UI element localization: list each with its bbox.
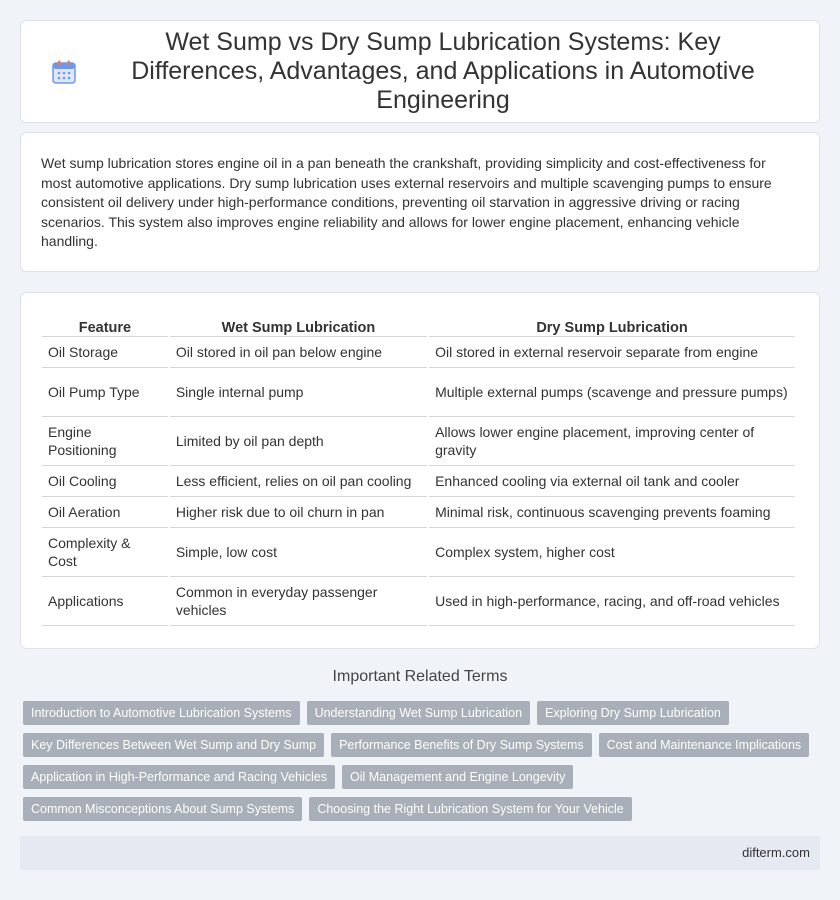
comparison-table-card [20, 292, 820, 649]
dry-sump-cell: Oil stored in external reservoir separate from engine [429, 337, 795, 368]
feature-cell: Oil Storage [42, 337, 168, 368]
calendar-icon [51, 59, 77, 85]
related-term-tag[interactable]: Exploring Dry Sump Lubrication [537, 701, 729, 725]
related-term-tag[interactable]: Performance Benefits of Dry Sump Systems [331, 733, 592, 757]
related-term-tag[interactable]: Oil Management and Engine Longevity [342, 765, 573, 789]
intro-card [20, 132, 820, 272]
wet-sump-cell: Single internal pump [170, 368, 427, 417]
table-row [42, 417, 795, 466]
related-term-tag[interactable]: Key Differences Between Wet Sump and Dry Sump [23, 733, 324, 757]
feature-cell: Engine Positioning [42, 417, 168, 466]
dry-sump-cell: Complex system, higher cost [429, 528, 795, 577]
page-title: Wet Sump vs Dry Sump Lubrication Systems: Key Differences, Advantages, and Applications in Automotive Engineering [131, 28, 755, 114]
related-term-tag[interactable]: Application in High-Performance and Racing Vehicles [23, 765, 335, 789]
footer-site-link[interactable]: difterm.com [742, 845, 810, 860]
table-row [42, 497, 795, 528]
dry-sump-cell: Minimal risk, continuous scavenging prevents foaming [429, 497, 795, 528]
header-feature: Feature [42, 313, 168, 337]
table-row [42, 528, 795, 577]
table-header-row [42, 313, 795, 337]
table-row [42, 466, 795, 497]
header-card [20, 20, 820, 123]
dry-sump-cell: Used in high-performance, racing, and off-road vehicles [429, 577, 795, 626]
wet-sump-cell: Simple, low cost [170, 528, 427, 577]
dry-sump-cell: Multiple external pumps (scavenge and pressure pumps) [429, 368, 795, 417]
feature-cell: Oil Pump Type [42, 368, 168, 417]
dry-sump-cell: Allows lower engine placement, improving center of gravity [429, 417, 795, 466]
wet-sump-cell: Common in everyday passenger vehicles [170, 577, 427, 626]
related-terms-list [23, 701, 813, 821]
feature-cell: Oil Cooling [42, 466, 168, 497]
related-term-tag[interactable]: Cost and Maintenance Implications [599, 733, 810, 757]
related-term-tag[interactable]: Introduction to Automotive Lubrication Systems [23, 701, 300, 725]
wet-sump-cell: Higher risk due to oil churn in pan [170, 497, 427, 528]
wet-sump-cell: Oil stored in oil pan below engine [170, 337, 427, 368]
table-row [42, 577, 795, 626]
related-terms-heading: Important Related Terms [332, 668, 508, 685]
related-term-tag[interactable]: Choosing the Right Lubrication System for Your Vehicle [309, 797, 631, 821]
feature-cell: Complexity & Cost [42, 528, 168, 577]
footer [20, 836, 820, 870]
intro-paragraph: Wet sump lubrication stores engine oil in a pan beneath the crankshaft, providing simplicity and cost-effectiveness for most automotive applications. Dry sump lubrication uses external reservoirs and multiple scavenging pumps to ensure consistent oil delivery under high-performance conditions, preventing oil starvation in aggressive driving or racing scenarios. This system also improves engine reliability and allows for lower engine placement, enhancing vehicle handling. [41, 155, 772, 249]
related-term-tag[interactable]: Common Misconceptions About Sump Systems [23, 797, 302, 821]
wet-sump-cell: Limited by oil pan depth [170, 417, 427, 466]
table-row [42, 368, 795, 417]
comparison-table [40, 313, 797, 626]
table-row [42, 337, 795, 368]
header-dry-sump: Dry Sump Lubrication [429, 313, 795, 337]
wet-sump-cell: Less efficient, relies on oil pan cooling [170, 466, 427, 497]
feature-cell: Oil Aeration [42, 497, 168, 528]
header-wet-sump: Wet Sump Lubrication [170, 313, 427, 337]
related-term-tag[interactable]: Understanding Wet Sump Lubrication [307, 701, 531, 725]
dry-sump-cell: Enhanced cooling via external oil tank and cooler [429, 466, 795, 497]
feature-cell: Applications [42, 577, 168, 626]
